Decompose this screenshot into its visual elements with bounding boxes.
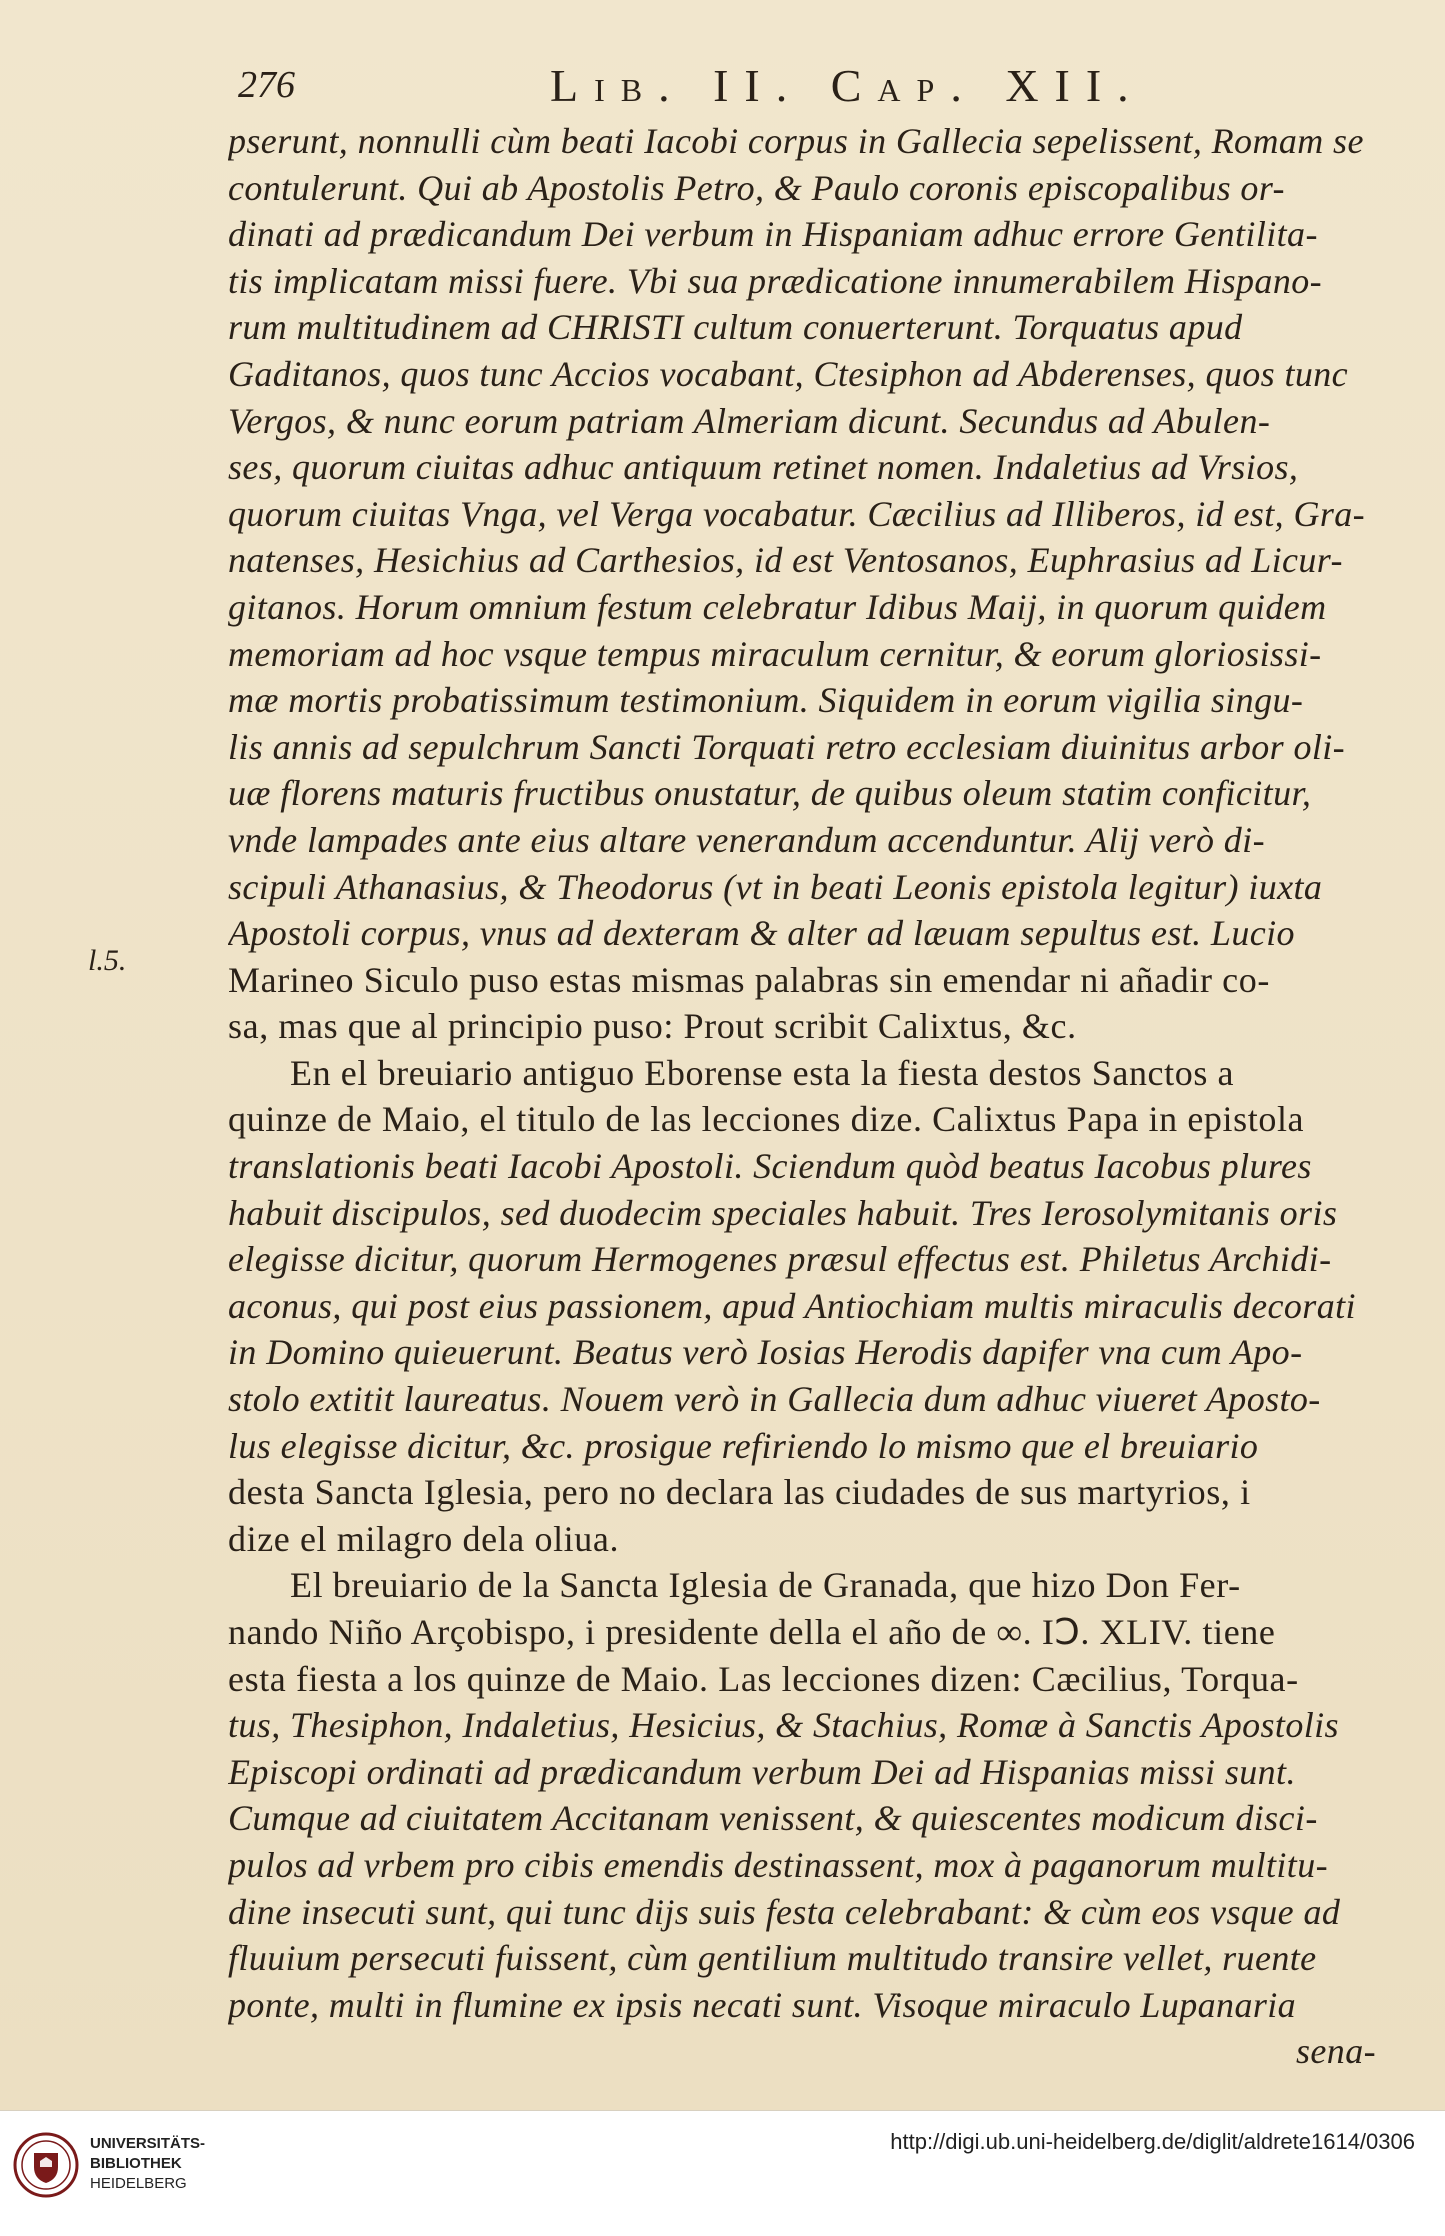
page-number: 276 — [238, 64, 295, 106]
margin-note: l.5. — [88, 944, 127, 977]
text-line: El breuiario de la Sancta Iglesia de Granada, que hizo Don Fer- — [290, 1565, 1241, 1606]
text-line: lus elegisse dicitur, &c. prosigue refiriendo lo mismo que el breuiario — [228, 1425, 1259, 1466]
text-line: dine insecuti sunt, qui tunc dijs suis festa celebrabant: & cùm eos vsque ad — [228, 1891, 1341, 1932]
text-line: tis implicatam missi fuere. Vbi sua prædicatione innumerabilem Hispano- — [228, 260, 1323, 301]
text-line: gitanos. Horum omnium festum celebratur Idibus Maij, in quorum quidem — [228, 586, 1327, 627]
text-line: Cumque ad ciuitatem Accitanam venissent, & quiescentes modicum disci- — [228, 1798, 1318, 1839]
text-line: Episcopi ordinati ad prædicandum verbum Dei ad Hispanias missi sunt. — [228, 1751, 1296, 1792]
text-line: desta Sancta Iglesia, pero no declara las ciudades de sus martyrios, i — [228, 1472, 1251, 1513]
text-line: uæ florens maturis fructibus onustatur, de quibus oleum statim conficitur, — [228, 773, 1312, 814]
text-line: dinati ad prædicandum Dei verbum in Hispaniam adhuc errore Gentilita- — [228, 214, 1318, 255]
text-line: esta fiesta a los quinze de Maio. Las lecciones dizen: Cæcilius, Torqua- — [228, 1658, 1299, 1699]
text-line: elegisse dicitur, quorum Hermogenes præsul effectus est. Philetus Archidi- — [228, 1239, 1332, 1280]
text-line: sa, mas que al principio puso: Prout scribit Calixtus, &c. — [228, 1006, 1077, 1047]
text-line: pulos ad vrbem pro cibis emendis destinassent, mox à paganorum multitu- — [228, 1844, 1328, 1885]
library-name — [90, 2134, 290, 2194]
library-name-line: UNIVERSITÄTS- — [90, 2135, 206, 2152]
body-text — [228, 118, 1396, 2075]
text-line: ses, quorum ciuitas adhuc antiquum retinet nomen. Indaletius ad Vrsios, — [228, 447, 1299, 488]
text-line: dize el milagro dela oliua. — [228, 1518, 620, 1559]
text-line: natenses, Hesichius ad Carthesios, id est Ventosanos, Euphrasius ad Licur- — [228, 540, 1343, 581]
university-seal-icon — [12, 2131, 80, 2199]
text-line: stolo extitit laureatus. Nouem verò in Gallecia dum adhuc viueret Aposto- — [228, 1379, 1321, 1420]
library-name-line: HEIDELBERG — [90, 2175, 187, 2192]
source-url[interactable]: http://digi.ub.uni-heidelberg.de/diglit/aldrete1614/0306 — [890, 2129, 1415, 2154]
text-line: Apostoli corpus, vnus ad dexteram & alter ad læuam sepultus est. Lucio — [228, 913, 1295, 954]
page-header — [230, 55, 1190, 115]
text-line: aconus, qui post eius passionem, apud Antiochiam multis miraculis decorati — [228, 1285, 1356, 1326]
text-line: vnde lampades ante eius altare venerandum accenduntur. Alij verò di- — [228, 819, 1265, 860]
running-title: Lib. II. Cap. XII. — [550, 60, 1145, 111]
text-line: pserunt, nonnulli cùm beati Iacobi corpus in Gallecia sepelissent, Romam se — [228, 121, 1364, 161]
text-line: Marineo Siculo puso estas mismas palabras sin emendar ni añadir co- — [228, 959, 1270, 1000]
text-line: translationis beati Iacobi Apostoli. Sciendum quòd beatus Iacobus plures — [228, 1146, 1312, 1187]
text-line: quinze de Maio, el titulo de las lecciones dize. Calixtus Papa in epistola — [228, 1099, 1305, 1140]
text-line: nando Niño Arçobispo, i presidente della el año de ∞. IↃ. XLIV. tiene — [228, 1612, 1276, 1652]
footer-bar — [0, 2110, 1445, 2236]
text-line: Gaditanos, quos tunc Accios vocabant, Ctesiphon ad Abderenses, quos tunc — [228, 353, 1349, 394]
text-line: rum multitudinem ad CHRISTI cultum conuerterunt. Torquatus apud — [228, 307, 1243, 348]
text-line: scipuli Athanasius, & Theodorus (vt in beati Leonis epistola legitur) iuxta — [228, 866, 1323, 907]
text-line: ponte, multi in flumine ex ipsis necati sunt. Visoque miraculo Lupanaria — [228, 1984, 1297, 2025]
text-line: contulerunt. Qui ab Apostolis Petro, & Paulo coronis episcopalibus or- — [228, 167, 1285, 208]
text-line: lis annis ad sepulchrum Sancti Torquati retro ecclesiam diuinitus arbor oli- — [228, 726, 1346, 767]
text-line: quorum ciuitas Vnga, vel Verga vocabatur. Cæcilius ad Illiberos, id est, Gra- — [228, 493, 1366, 534]
text-line: in Domino quieuerunt. Beatus verò Iosias Herodis dapifer vna cum Apo- — [228, 1332, 1303, 1373]
text-line: tus, Thesiphon, Indaletius, Hesicius, & Stachius, Romæ à Sanctis Apostolis — [228, 1705, 1339, 1746]
text-line: mæ mortis probatissimum testimonium. Siquidem in eorum vigilia singu- — [228, 680, 1304, 721]
text-line: sena- — [1296, 2031, 1376, 2072]
text-line: memoriam ad hoc vsque tempus miraculum cernitur, & eorum gloriosissi- — [228, 633, 1322, 674]
library-name-line: BIBLIOTHEK — [90, 2155, 182, 2172]
text-line: habuit discipulos, sed duodecim speciales habuit. Tres Ierosolymitanis oris — [228, 1192, 1338, 1233]
text-line: fluuium persecuti fuissent, cùm gentilium multitudo transire vellet, ruente — [228, 1938, 1317, 1979]
text-line: Vergos, & nunc eorum patriam Almeriam dicunt. Secundus ad Abulen- — [228, 400, 1271, 441]
text-line: En el breuiario antiguo Eborense esta la fiesta destos Sanctos a — [290, 1052, 1235, 1093]
